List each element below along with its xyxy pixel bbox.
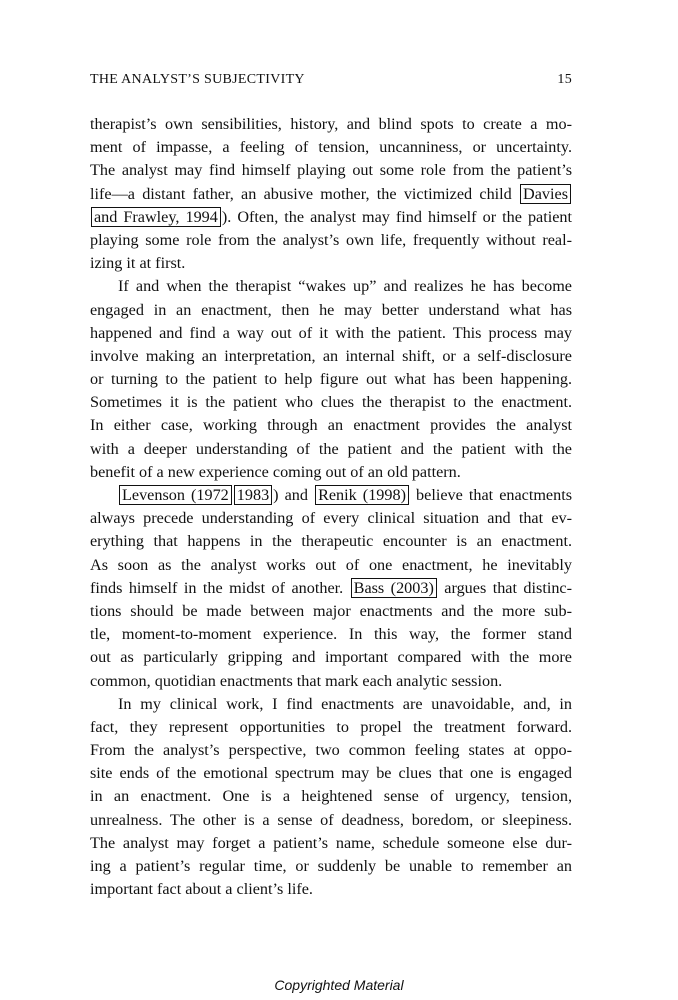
text-line [90, 832, 572, 855]
text-span: tions should be made between major enactments and the more sub- [90, 601, 572, 620]
text-span: ing a patient’s regular time, or suddenly be unable to remember an [90, 857, 572, 875]
citation-link[interactable]: and Frawley, 1994 [91, 207, 221, 227]
text-line [90, 670, 572, 693]
text-line [90, 623, 572, 646]
text-line [90, 183, 572, 206]
citation-link[interactable]: Renik (1998) [315, 485, 409, 505]
citation-link[interactable]: Levenson (1972 [119, 485, 232, 505]
text-span: In my clinical work, I find enactments are unavoidable, and, in [118, 694, 572, 713]
text-span: out as particularly gripping and important compared with the more [90, 648, 572, 667]
citation-link[interactable]: Davies [520, 184, 571, 204]
text-span: happened and find a way out of it with the patient. This process may [90, 323, 572, 342]
text-line [90, 345, 572, 368]
text-span: ) and [273, 486, 315, 504]
text-span: In either case, working through an enactment provides the analyst [90, 416, 572, 435]
text-line [90, 136, 572, 159]
text-span: erything that happens in the therapeutic encounter is an enactment. [90, 532, 572, 551]
text-span: believe that enactments [409, 486, 573, 504]
text-line [90, 716, 572, 739]
text-span: engaged in an enactment, then he may better understand what has [90, 300, 572, 319]
text-line [90, 646, 572, 669]
text-span: therapist’s own sensibilities, history, and blind spots to create a mo- [90, 115, 572, 133]
text-span: From the analyst’s perspective, two common feeling states at oppo- [90, 741, 572, 760]
text-line [90, 159, 572, 182]
text-span: The analyst may find himself playing out some role from the patient’s [90, 161, 572, 180]
text-line [90, 461, 572, 484]
citation-link[interactable]: 1983 [234, 485, 272, 505]
text-span: If and when the therapist “wakes up” and realizes he has become [118, 277, 572, 296]
text-span: izing it at first. [90, 254, 186, 273]
text-span: ment of impasse, a feeling of tension, uncanniness, or uncertainty. [90, 138, 572, 157]
body-text [90, 113, 572, 901]
text-span: argues that distinc- [437, 578, 572, 597]
text-line [90, 275, 572, 298]
text-span: in an enactment. One is a heightened sense of urgency, tension, [90, 787, 572, 806]
text-span: common, quotidian enactments that mark each analytic session. [90, 671, 503, 690]
text-span: life—a distant father, an abusive mother, the victimized child [90, 184, 520, 203]
text-line [90, 252, 572, 275]
text-span: benefit of a new experience coming out of an old pattern. [90, 462, 461, 481]
text-line [90, 438, 572, 461]
text-line [90, 739, 572, 762]
text-span: involve making an interpretation, an internal shift, or a self-disclosure [90, 346, 572, 365]
text-span: always precede understanding of every clinical situation and that ev- [90, 509, 572, 528]
text-line [90, 577, 572, 600]
text-line [90, 368, 572, 391]
text-line [90, 600, 572, 623]
text-span: playing some role from the analyst’s own life, frequently without real- [90, 230, 572, 249]
text-line [90, 878, 572, 901]
text-line [90, 299, 572, 322]
text-span: finds himself in the midst of another. [90, 578, 350, 597]
text-span: tle, moment-to-moment experience. In this way, the former stand [90, 625, 572, 644]
text-line [90, 855, 572, 878]
text-span: unrealness. The other is a sense of deadness, boredom, or sleepiness. [90, 810, 572, 829]
text-line [90, 530, 572, 553]
text-span: As soon as the analyst works out of one enactment, he inevitably [90, 555, 572, 574]
copyright-footer: Copyrighted Material [274, 977, 404, 993]
text-span: Sometimes it is the patient who clues the therapist to the enactment. [90, 393, 572, 412]
text-line [90, 693, 572, 716]
text-line [90, 507, 572, 530]
text-line [90, 762, 572, 785]
running-head [90, 72, 572, 88]
page-number: 15 [557, 72, 572, 87]
text-line [90, 484, 572, 507]
text-span: fact, they represent opportunities to propel the treatment forward. [90, 717, 572, 736]
text-line [90, 391, 572, 414]
text-line [90, 322, 572, 345]
text-span: ). Often, the analyst may find himself or the patient [221, 207, 572, 226]
text-line [90, 113, 572, 136]
text-line [90, 809, 572, 832]
text-span: The analyst may forget a patient’s name, schedule someone else dur- [90, 833, 572, 852]
text-line [90, 554, 572, 577]
text-line [90, 206, 572, 229]
text-line [90, 414, 572, 437]
text-span: important fact about a client’s life. [90, 880, 313, 899]
text-line [90, 785, 572, 808]
citation-link[interactable]: Bass (2003) [351, 578, 437, 598]
text-span: with a deeper understanding of the patient and the patient with the [90, 439, 572, 458]
text-span: site ends of the emotional spectrum may be clues that one is engaged [90, 764, 572, 783]
text-line [90, 229, 572, 252]
text-span: or turning to the patient to help figure out what has been happening. [90, 370, 572, 389]
chapter-title: THE ANALYST’S SUBJECTIVITY [90, 72, 305, 87]
